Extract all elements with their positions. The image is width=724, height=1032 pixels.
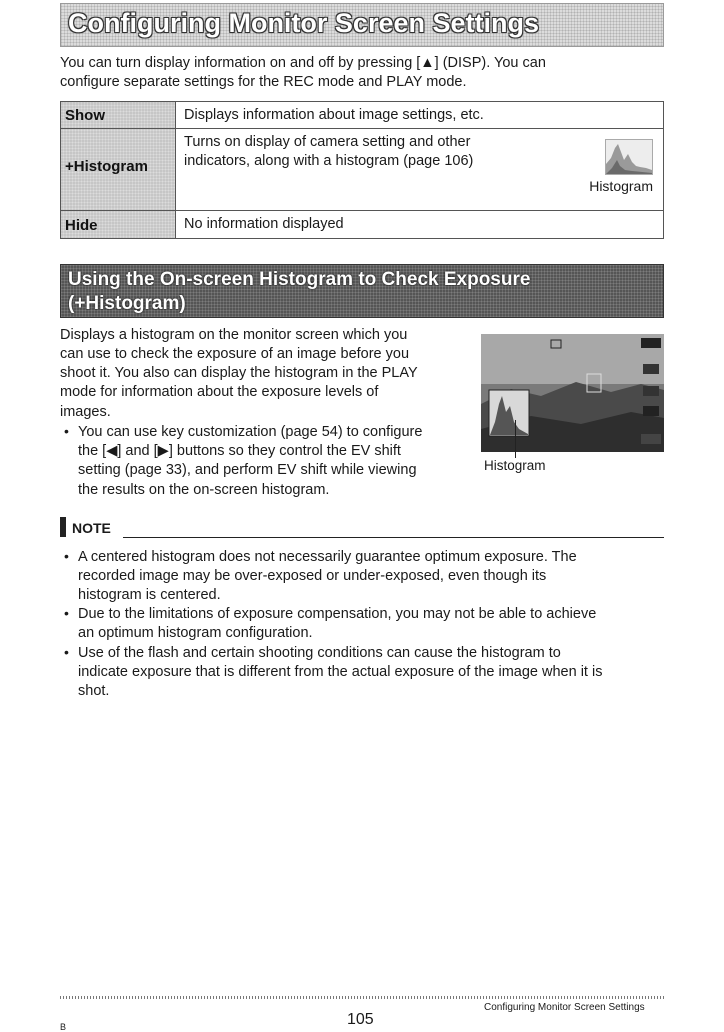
row-desc-histogram-line-2: indicators, along with a histogram (page 106) (184, 153, 474, 169)
histogram-thumbnail-icon (605, 139, 653, 175)
note-item-line: recorded image may be over-exposed or under-exposed, even though its (78, 568, 547, 584)
section-body-line: images. (60, 404, 111, 420)
row-desc-hide: No information displayed (184, 216, 344, 232)
note-icon (60, 517, 66, 537)
section-bullet-line: the [◀] and [▶] buttons so they control the EV shift (78, 443, 401, 459)
desc-cell (176, 129, 664, 211)
footer-left-mark: B (60, 1022, 67, 1032)
page-number: 105 (347, 1011, 374, 1028)
section-title-line-2: (+Histogram) (68, 293, 186, 314)
bullet-icon: • (64, 605, 69, 621)
table-row-show (61, 102, 664, 129)
label-cell (61, 102, 176, 129)
section-bullet-line: You can use key customization (page 54) to configure (78, 424, 423, 440)
page-title: Configuring Monitor Screen Settings (68, 8, 539, 38)
intro-line-1: You can turn display information on and off by pressing [▲] (DISP). You can (60, 55, 546, 71)
row-desc-show: Displays information about image settings, etc. (184, 107, 484, 123)
section-body-line: Displays a histogram on the monitor screen which you (60, 327, 408, 343)
page-title-bar (60, 3, 664, 47)
camera-monitor-image (481, 334, 664, 452)
table-row-hide (61, 211, 664, 239)
bullet-icon: • (64, 548, 69, 564)
note-item-line: histogram is centered. (78, 587, 221, 603)
section-body-line: mode for information about the exposure levels of (60, 384, 379, 400)
row-label-hide: Hide (65, 217, 98, 234)
bullet-icon: • (64, 644, 69, 660)
label-cell (61, 211, 176, 239)
note-item-line: Use of the flash and certain shooting conditions can cause the histogram to (78, 645, 561, 661)
bullet-icon: • (64, 423, 69, 439)
row-label-histogram: +Histogram (65, 158, 148, 175)
footer-running-title: Configuring Monitor Screen Settings (484, 1002, 645, 1013)
section-title-line-1: Using the On-screen Histogram to Check Exposure (68, 269, 531, 290)
note-item-line: shot. (78, 683, 110, 699)
histogram-caption: Histogram (589, 178, 653, 194)
note-divider (123, 537, 664, 538)
label-cell (61, 129, 176, 211)
footer-divider (60, 996, 664, 999)
display-settings-table (60, 101, 664, 239)
note-item-line: A centered histogram does not necessarily guarantee optimum exposure. The (78, 549, 577, 565)
section-body-line: can use to check the exposure of an image before you (60, 346, 410, 362)
row-desc-histogram-line-1: Turns on display of camera setting and other (184, 134, 471, 150)
section-bullet-line: the results on the on-screen histogram. (78, 482, 330, 498)
intro-line-2: configure separate settings for the REC mode and PLAY mode. (60, 74, 467, 90)
section-heading-bar (60, 264, 664, 318)
note-item-line: an optimum histogram configuration. (78, 625, 313, 641)
row-label-show: Show (65, 107, 105, 124)
section-body-line: shoot it. You also can display the histogram in the PLAY (60, 365, 418, 381)
note-label: NOTE (72, 520, 111, 536)
section-bullet-line: setting (page 33), and perform EV shift while viewing (78, 462, 417, 478)
note-item-line: indicate exposure that is different from the actual exposure of the image when it is (78, 664, 603, 680)
table-row-histogram (61, 129, 664, 211)
note-item-line: Due to the limitations of exposure compensation, you may not be able to achieve (78, 606, 597, 622)
desc-cell (176, 102, 664, 129)
desc-cell (176, 211, 664, 239)
image-caption: Histogram (484, 458, 546, 473)
caption-leader-line (515, 420, 516, 458)
